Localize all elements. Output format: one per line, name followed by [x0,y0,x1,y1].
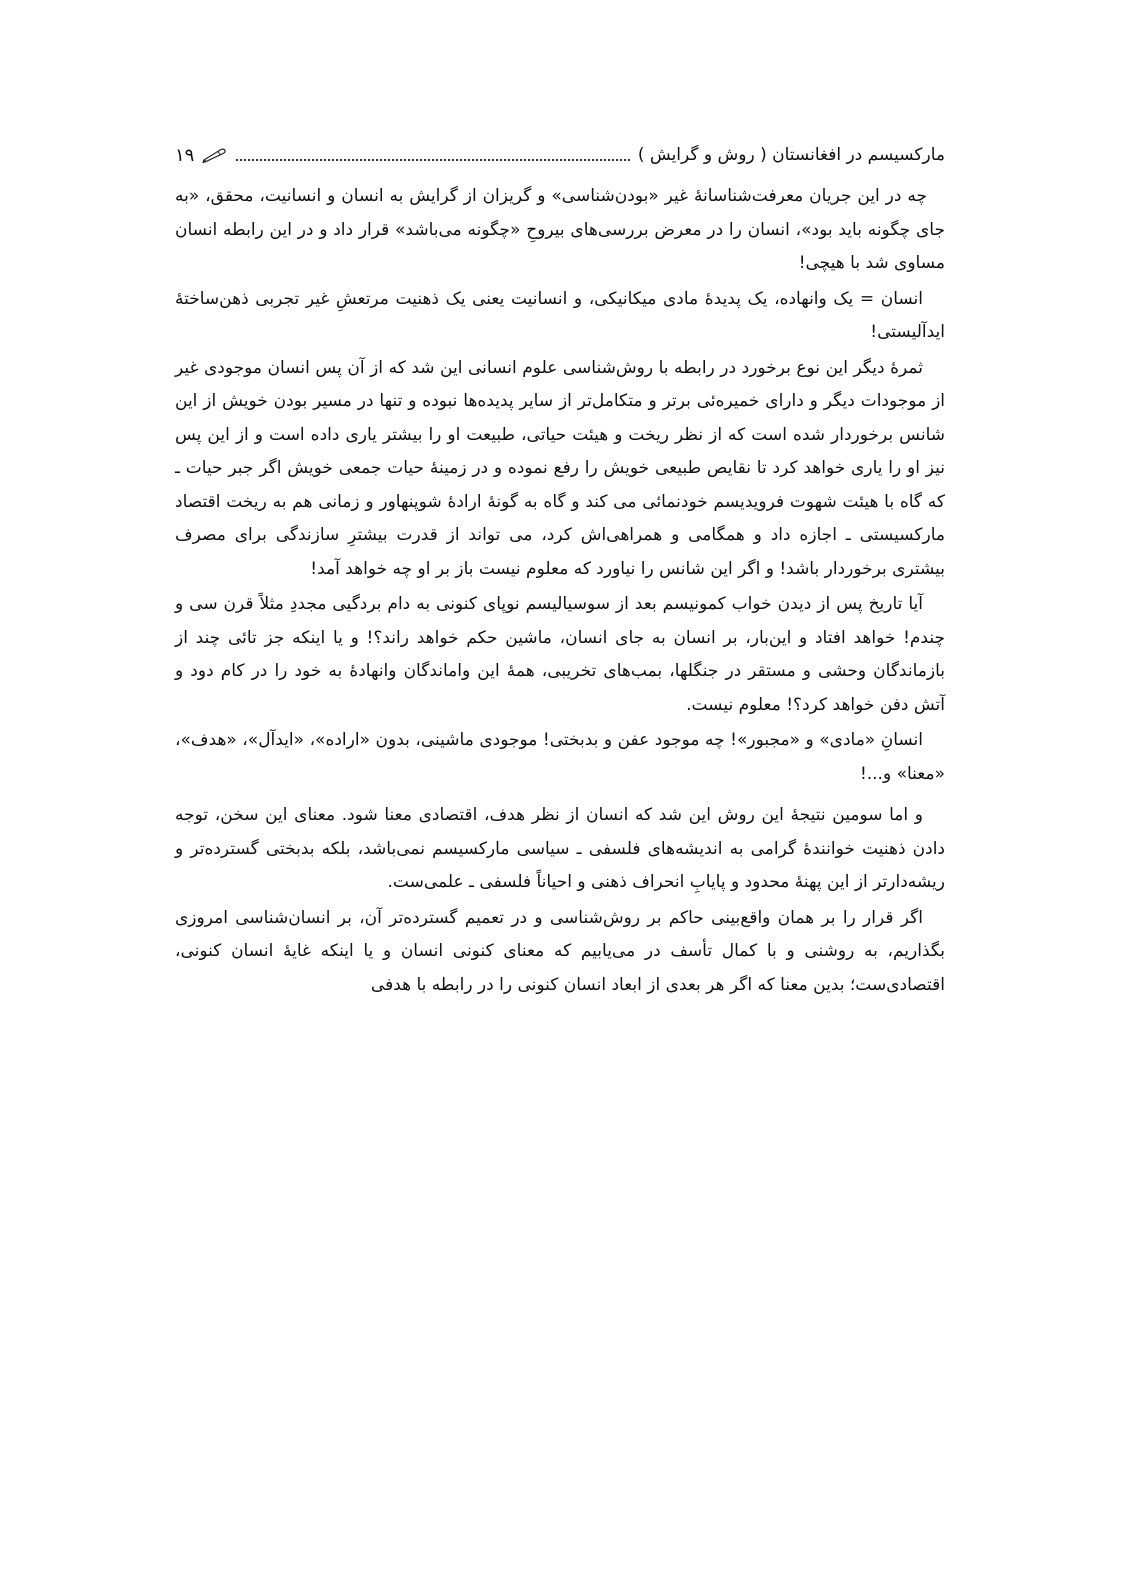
paragraph-1: چه در این جریان معرفت‌شناسانهٔ غیر «بودن‌شناسی» و گریزان از گرایش به انسان و انسانیت، محقق، «به جای چگونه باید بود»، انسان را در معرض بررسی‌های بیروحِ «چگونه می‌باشد» قرار داد و در این رابطه انسان مساوی شد با هیچی! [175,186,945,273]
pen-icon [202,147,228,163]
header-dotted-leader [236,159,630,161]
running-header [175,140,945,170]
paragraph-4: آیا تاریخ پس از دیدن خواب کمونیسم بعد از سوسیالیسم نوپای کنونی به دام بردگیی مجددِ مثلاً قرن سی و چندم! خواهد افتاد و این‌بار، بر انسان به جای انسان، ماشین حکم خواهد راند؟! و یا اینکه جز تائی چند از بازماندگان وحشی و مستقر در جنگلها، بمب‌های تخریبی، همهٔ این واماندگان وانهادهٔ به خود را در کام دود و آتش دفن خواهد کرد؟! معلوم نیست. [175,594,945,715]
paragraph-7: اگر قرار را بر همان واقع‌بینی حاکم بر روش‌شناسی و در تعمیم گسترده‌تر آن، بر انسان‌شناسی امروزی بگذاریم، به روشنی و با کمال تأسف در می‌یابیم که معنای کنونی انسان و یا اینکه غایهٔ انسان کنونی، اقتصادی‌ست؛ بدین معنا که اگر هر بعدی از ابعاد انسان کنونی را در رابطه با هدفی [175,907,945,995]
body-text [175,180,945,1002]
paragraph-5: انسانِ «مادی» و «مجبور»! چه موجود عفن و بدبختی! موجودی ماشینی، بدون «اراده»، «ایدآل»، «هدف»، «معنا» و...! [175,730,945,784]
paragraph-2: انسان = یک وانهاده، یک پدیدهٔ مادی میکانیکی، و انسانیت یعنی یک ذهنیت مرتعشِ غیر تجربی ذهن‌ساختهٔ ایدآلیستی! [175,288,945,342]
paragraph-3: ثمرهٔ دیگر این نوع برخورد در رابطه با روش‌شناسی علوم انسانی این شد که از آن پس انسان موجودی غیر از موجودات دیگر و دارای خمیره‌ئی برتر و متکامل‌تر از سایر پدیده‌ها نبوده و تنها در مسیر بودن خویش از این شانس برخوردار شده است که از نظر ریخت و هیئت حیاتی، طبیعت او را بیشتر یاری داده است و از این پس نیز او را یاری خواهد کرد تا نقایص طبیعی خویش را رفع نموده و در زمینهٔ حیات جمعی خویش اگر جبر حیات ـ که گاه با هیئت شهوت فرویدیسم خودنمائی می کند و گاه به گونهٔ ارادهٔ شوپنهاور و زمانی هم به ریخت اقتصاد مارکسیستی ـ اجازه داد و همگامی و همراهی‌اش کرد، می تواند از قدرت بیشترِ سازندگی برای مصرف بیشتری برخوردار باشد! و اگر این شانس را نیاورد که معلوم نیست باز بر او چه خواهد آمد! [175,357,945,579]
page-number: ۱۹ [175,144,195,166]
header-title: مارکسیسم در افغانستان ( روش و گرایش ) [637,145,945,165]
paragraph-6: و اما سومین نتیجهٔ این روش این شد که انسان از نظر هدف، اقتصادی معنا شود. معنای این سخن، توجه دادن ذهنیت خوانندهٔ گرامی به اندیشه‌های فلسفی ـ سیاسی مارکسیسم نمی‌باشد، بلکه بدبختی گسترده‌تر و ریشه‌دارتر از این پهنهٔ محدود و پایابِ انحراف ذهنی و احیاناً فلسفی ـ علمی‌ست. [175,805,945,892]
